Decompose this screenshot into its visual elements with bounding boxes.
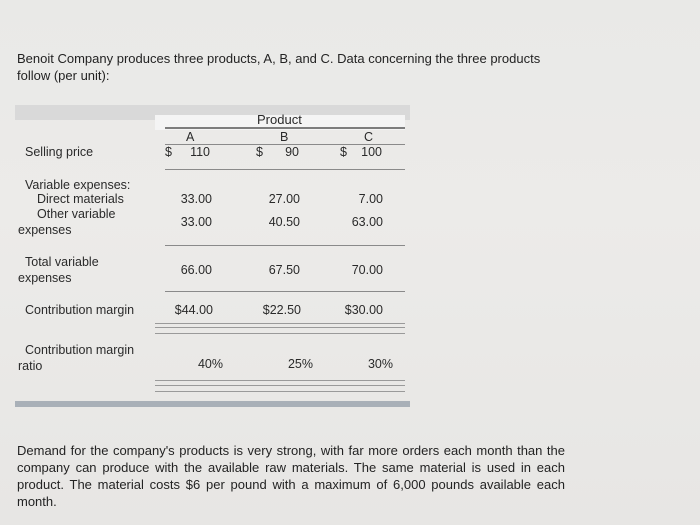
row-label-contribution-margin: Contribution margin [25,303,135,317]
contribution-margin-rule-3 [155,333,405,334]
variable-expenses-header: Variable expenses: [25,178,131,192]
total-variable-c: 70.00 [351,263,383,277]
direct-materials-a: 33.00 [180,192,212,206]
selling-price-c: 100 [361,145,382,159]
cm-ratio-rule-3 [155,391,405,392]
contribution-margin-c: $30.00 [344,303,383,317]
cm-ratio-c: 30% [367,357,393,371]
column-header-a: A [186,130,195,144]
total-variable-a: 66.00 [180,263,212,277]
product-group-header: Product [257,112,302,127]
row-label-direct-materials: Direct materials [37,192,124,206]
row-label-selling-price: Selling price [25,145,94,159]
contribution-margin-b: $22.50 [262,303,301,317]
other-variable-c: 63.00 [351,215,383,229]
dollar-sign-b: $ [256,145,263,159]
direct-materials-b: 27.00 [268,192,300,206]
row-label-cm-ratio: Contribution margin [25,343,135,357]
contribution-margin-a: $44.00 [174,303,213,317]
contribution-margin-rule-2 [155,327,405,328]
intro-paragraph: Benoit Company produces three products, A, B, and C. Data concerning the three products follow (per unit): [17,51,541,83]
row-label-other-variable-cont: expenses [18,223,72,237]
row-label-other-variable: Other variable [37,207,116,221]
other-variable-a: 33.00 [180,215,212,229]
other-variable-b: 40.50 [268,215,300,229]
selling-price-b: 90 [285,145,299,159]
cm-ratio-a: 40% [197,357,223,371]
column-header-b: B [280,130,289,144]
total-variable-rule [165,291,405,292]
dollar-sign-c: $ [340,145,347,159]
other-variable-rule [165,245,405,246]
cm-ratio-b: 25% [287,357,313,371]
selling-price-rule [165,169,405,170]
outro-paragraph: Demand for the company's products is very strong, with far more orders each month than the company can produce with the available raw materials. The same material is used in each product. The material costs $6 per pound with a maximum of 6,000 pounds available each month. [17,443,565,509]
row-label-cm-ratio-cont: ratio [18,359,43,373]
contribution-margin-rule-1 [155,323,405,324]
product-data-table [15,105,410,410]
selling-price-a: 110 [190,145,210,159]
cm-ratio-rule-1 [155,380,405,381]
header-rule [165,127,405,129]
row-label-total-variable-cont: expenses [18,271,72,285]
row-label-total-variable: Total variable [25,255,99,269]
column-header-c: C [364,130,374,144]
total-variable-b: 67.50 [268,263,300,277]
cm-ratio-rule-2 [155,385,405,386]
table-bottom-bar [15,401,410,407]
direct-materials-c: 7.00 [358,192,383,206]
dollar-sign-a: $ [165,145,172,159]
